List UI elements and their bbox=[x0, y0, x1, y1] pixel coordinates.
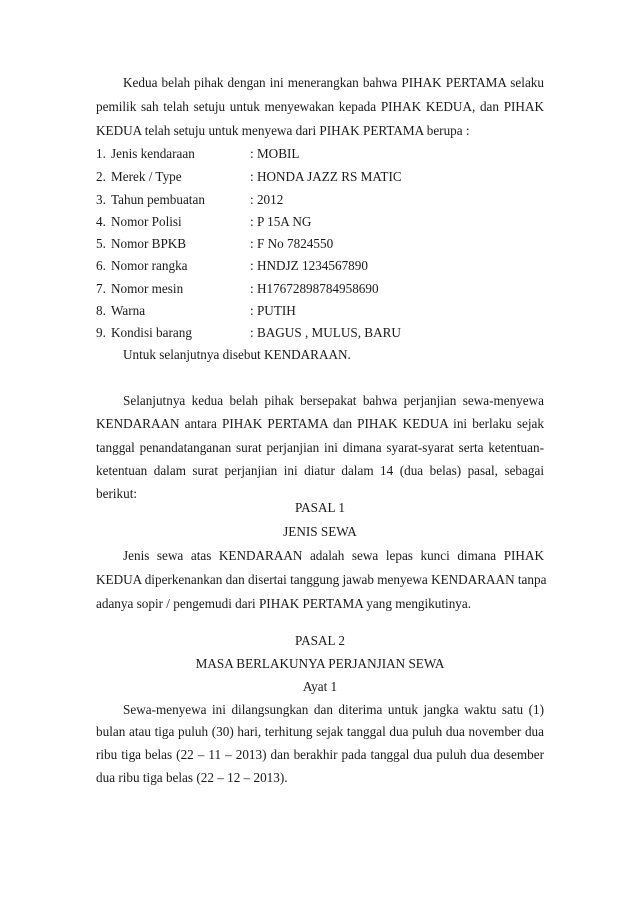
intro-line-3: KEDUA telah setuju untuk menyewa dari PIHAK PERTAMA berupa : bbox=[96, 123, 470, 138]
item-number: 9. bbox=[96, 325, 106, 340]
item-number: 4. bbox=[96, 214, 106, 229]
item-key: Nomor BPKB bbox=[111, 236, 187, 251]
item-key: Kondisi barang bbox=[111, 325, 192, 340]
pasal2-ayat: Ayat 1 bbox=[302, 679, 338, 694]
item-value: : P 15A NG bbox=[250, 214, 312, 229]
pasal2-title: MASA BERLAKUNYA PERJANJIAN SEWA bbox=[195, 656, 445, 671]
pasal1-line-2: KEDUA diperkenankan dan disertai tanggung jawab menyewa KENDARAAN tanpa bbox=[96, 572, 547, 587]
pasal1-line-3: adanya sopir / pengemudi dari PIHAK PERTAMA yang mengikutinya. bbox=[96, 596, 472, 611]
item-key: Jenis kendaraan bbox=[111, 146, 195, 161]
item-value: : F No 7824550 bbox=[250, 236, 334, 251]
item-number: 8. bbox=[96, 303, 106, 318]
pasal1-heading: PASAL 1 bbox=[295, 500, 345, 515]
pasal2-line-1: Sewa-menyewa ini dilangsungkan dan diterima untuk jangka waktu satu (1) bbox=[123, 702, 544, 717]
item-number: 2. bbox=[96, 169, 106, 184]
intro-line-1: Kedua belah pihak dengan ini menerangkan bahwa PIHAK PERTAMA selaku bbox=[123, 75, 544, 90]
item-key: Warna bbox=[111, 303, 146, 318]
item-value: : PUTIH bbox=[250, 303, 296, 318]
pasal2-heading: PASAL 2 bbox=[295, 633, 345, 648]
item-value: : HNDJZ 1234567890 bbox=[250, 258, 368, 273]
item-key: Nomor Polisi bbox=[111, 214, 182, 229]
item-number: 7. bbox=[96, 281, 106, 296]
pasal1-line-1: Jenis sewa atas KENDARAAN adalah sewa lepas kunci dimana PIHAK bbox=[123, 548, 544, 563]
item-key: Nomor mesin bbox=[111, 281, 184, 296]
item-value: : BAGUS , MULUS, BARU bbox=[250, 325, 401, 340]
item-value: : H17672898784958690 bbox=[250, 281, 379, 296]
para2-line-1: Selanjutnya kedua belah pihak bersepakat bahwa perjanjian sewa-menyewa bbox=[123, 393, 544, 408]
item-number: 5. bbox=[96, 236, 106, 251]
pasal2-line-4: dua ribu tiga belas (22 – 12 – 2013). bbox=[96, 770, 288, 785]
item-number: 1. bbox=[96, 146, 106, 161]
para2-line-2: KENDARAAN antara PIHAK PERTAMA dan PIHAK KEDUA ini berlaku sejak bbox=[96, 416, 544, 431]
item-number: 6. bbox=[96, 258, 106, 273]
item-value: : 2012 bbox=[250, 192, 284, 207]
after-items-text: Untuk selanjutnya disebut KENDARAAN. bbox=[123, 347, 351, 362]
para2-line-4: ketentuan dalam surat perjanjian ini diatur dalam 14 (dua belas) pasal, sebagai bbox=[96, 463, 544, 478]
item-key: Nomor rangka bbox=[111, 258, 188, 273]
pasal2-line-2: bulan atau tiga puluh (30) hari, terhitung sejak tanggal dua puluh dua november dua bbox=[96, 724, 544, 739]
item-key: Tahun pembuatan bbox=[111, 192, 205, 207]
item-number: 3. bbox=[96, 192, 106, 207]
pasal1-title: JENIS SEWA bbox=[283, 524, 357, 539]
pasal2-line-3: ribu tiga belas (22 – 11 – 2013) dan berakhir pada tanggal dua puluh dua desember bbox=[96, 747, 544, 762]
item-value: : MOBIL bbox=[250, 146, 300, 161]
item-value: : HONDA JAZZ RS MATIC bbox=[250, 169, 402, 184]
para2-line-3: tanggal penandatanganan surat perjanjian ini dimana syarat-syarat serta ketentuan- bbox=[96, 440, 544, 455]
para2-line-5: berikut: bbox=[96, 486, 138, 501]
item-key: Merek / Type bbox=[111, 169, 182, 184]
intro-line-2: pemilik sah telah setuju untuk menyewakan kepada PIHAK KEDUA, dan PIHAK bbox=[96, 99, 544, 114]
